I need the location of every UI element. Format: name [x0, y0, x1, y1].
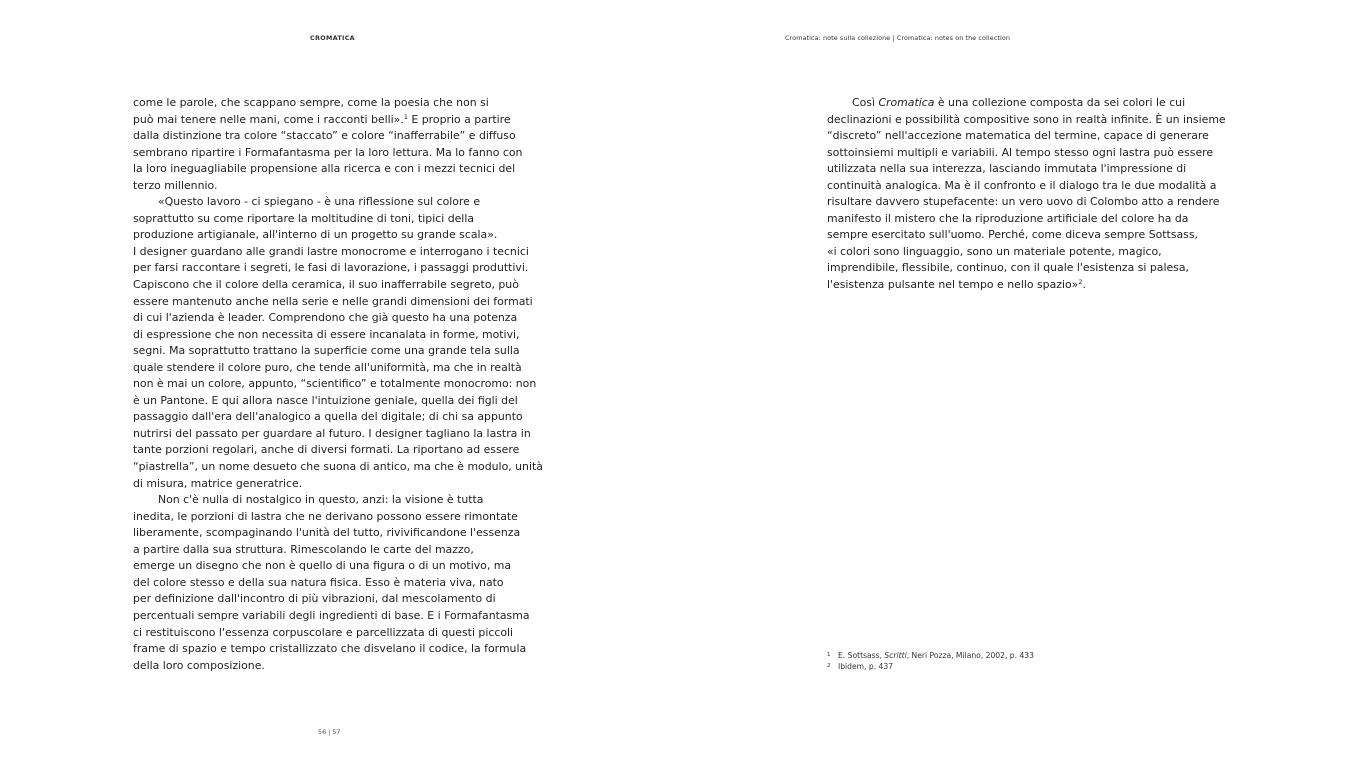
text-line: “piastrella”, un nome desueto che suona di antico, ma che è modulo, unità [133, 460, 543, 474]
footnote: 1 E. Sottsass, Scritti, Neri Pozza, Milano, 2002, p. 433 [827, 651, 1034, 660]
text-line: segni. Ma soprattutto trattano la superficie come una grande tela sulla [133, 344, 520, 358]
text-line: quale stendere il colore puro, che tende all'uniformità, ma che in realtà [133, 360, 522, 374]
right-page [678, 0, 1356, 759]
text-line: manifesto il mistero che la riproduzione artificiale del colore ha da [827, 211, 1189, 225]
text-line: come le parole, che scappano sempre, come la poesia che non si [133, 96, 489, 109]
text-line: percentuali sempre variabili degli ingredienti di base. E i Formafantasma [133, 608, 530, 622]
footnote-ref: 2 [1078, 278, 1083, 287]
text-line: frame di spazio e tempo cristallizzato che disvelano il codice, la formula [133, 642, 527, 656]
text-line: sembrano ripartire i Formafantasma per la loro lettura. Ma lo fanno con [133, 145, 523, 159]
text-line: “discreto” nell'accezione matematica del termine, capace di generare [827, 129, 1209, 143]
text-line: terzo millennio. [133, 178, 218, 192]
footnote-number: 2 [827, 663, 831, 669]
running-head-right: Cromatica: note sulla collezione | Cromatica: notes on the collection [785, 34, 1011, 42]
text-line: è un Pantone. E qui allora nasce l'intuizione geniale, quella dei figli del [133, 393, 518, 407]
text-line: l'esistenza pulsante nel tempo e nello spazio»$^2$. [827, 278, 1086, 292]
text-line: essere mantenuto anche nella serie e nelle grandi dimensioni dei formati [133, 294, 533, 308]
italic-title: Scritti [884, 651, 907, 660]
text-line: per definizione dall'incontro di più vibrazioni, dal mescolamento di [133, 592, 496, 606]
text-line: Non c'è nulla di nostalgico in questo, anzi: la visione è tutta [158, 493, 484, 507]
left-body-text [133, 95, 543, 674]
footnote-number: 1 [827, 652, 831, 658]
text-line: «Questo lavoro - ci spiegano - è una riflessione sul colore e [158, 195, 481, 209]
text-line: del colore stesso e della sua natura fisica. Esso è materia viva, nato [133, 575, 504, 589]
text-line: della loro composizione. [133, 658, 265, 672]
text-line: può mai tenere nelle mani, come i racconti belli».$^1$ E proprio a partire [133, 112, 511, 126]
text-line: «i colori sono linguaggio, sono un materiale potente, magico, [827, 244, 1162, 258]
text-line: tante porzioni regolari, anche di diversi formati. La riportano ad essere [133, 443, 520, 457]
text-line: di cui l'azienda è leader. Comprendono che già questo ha una potenza [133, 311, 518, 325]
footnote-ref: 1 [403, 112, 408, 121]
text-line: emerge un disegno che non è quello di una figura o di un motivo, ma [133, 559, 512, 573]
text-line: Capiscono che il colore della ceramica, il suo inafferrabile segreto, può [133, 278, 519, 292]
text-line: risultare davvero stupefacente: un vero uovo di Colombo atto a rendere [827, 195, 1220, 209]
italic-title: Cromatica [878, 96, 935, 109]
text-line: la loro ineguagliabile propensione alla ricerca e con i mezzi tecnici del [133, 162, 516, 176]
footnotes [827, 650, 1034, 672]
text-line: I designer guardano alle grandi lastre monocrome e interrogano i tecnici [133, 244, 529, 258]
text-line: declinazioni e possibilità compositive sono in realtà infinite. È un insieme [827, 112, 1226, 126]
text-line: dalla distinzione tra colore “staccato” e colore “inafferrabile” e diffuso [133, 129, 516, 143]
text-line: inedita, le porzioni di lastra che ne derivano possono essere rimontate [133, 509, 518, 523]
text-line: passaggio dall'era dell'analogico a quella del digitale; di chi sa appunto [133, 410, 523, 424]
text-line: sottoinsiemi multipli e variabili. Al tempo stesso ogni lastra può essere [827, 145, 1214, 159]
text-line: a partire dalla sua struttura. Rimescolando le carte del mazzo, [133, 542, 474, 556]
text-line: di misura, matrice generatrice. [133, 476, 303, 490]
text-line: soprattutto su come riportare la moltitudine di toni, tipici della [133, 211, 475, 225]
right-body-text [827, 95, 1226, 294]
text-line: imprendibile, flessibile, continuo, con il quale l'esistenza si palesa, [827, 261, 1189, 275]
text-line: liberamente, scompaginando l'unità del tutto, rivivificandone l'essenza [133, 526, 521, 540]
text-line: nutrirsi del passato per guardare al futuro. I designer tagliano la lastra in [133, 426, 531, 440]
text-line: per farsi raccontare i segreti, le fasi di lavorazione, i passaggi produttivi. [133, 261, 529, 275]
text-line: non è mai un colore, appunto, “scientifico” e totalmente monocromo: non [133, 377, 537, 391]
text-line: di espressione che non necessita di essere incanalata in forme, motivi, [133, 327, 520, 341]
text-line: continuità analogica. Ma è il confronto e il dialogo tra le due modalità a [827, 178, 1217, 192]
page-numbers: 56 | 57 [318, 728, 341, 736]
running-head-left: CROMATICA [310, 34, 355, 42]
text-line: ci restituiscono l'essenza corpuscolare e parcellizzata di questi piccoli [133, 625, 514, 639]
text-line: utilizzata nella sua interezza, lasciando immutata l'impressione di [827, 162, 1187, 176]
text-line: produzione artigianale, all'interno di un progetto su grande scala». [133, 228, 498, 242]
text-line: Così Cromatica è una collezione composta da sei colori le cui [852, 96, 1186, 109]
footnote: 2 Ibidem, p. 437 [827, 662, 894, 671]
text-line: sempre esercitato sull'uomo. Perché, come diceva sempre Sottsass, [827, 228, 1198, 242]
